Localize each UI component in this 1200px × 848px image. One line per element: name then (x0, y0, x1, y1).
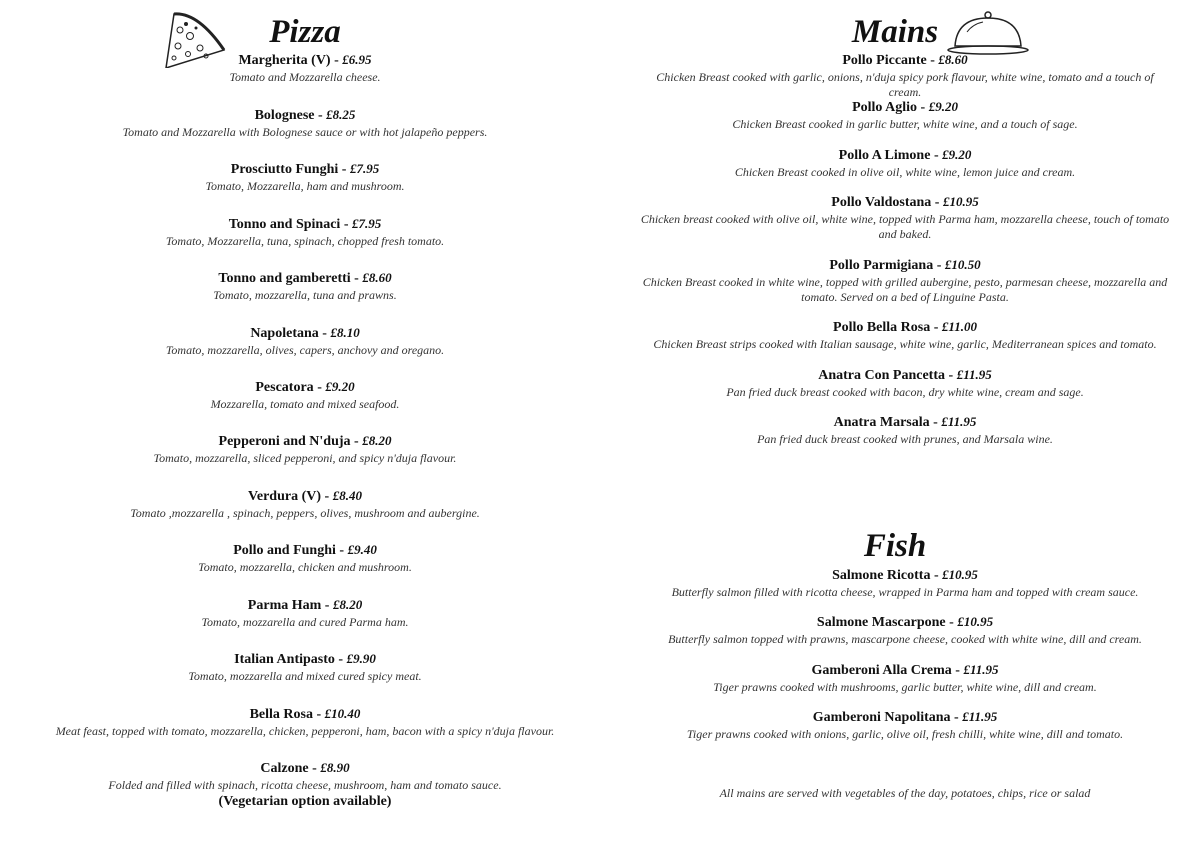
item-title (0, 542, 610, 559)
item-price: £10.95 (942, 194, 979, 209)
item-description: Tomato ,mozzarella , spinach, peppers, olives, mushroom and aubergine. (130, 506, 480, 520)
item-title (610, 367, 1200, 384)
menu-item (0, 379, 610, 412)
item-title (0, 706, 610, 723)
item-price: £8.25 (326, 107, 356, 122)
item-separator: - (917, 100, 929, 115)
item-title (0, 325, 610, 342)
item-description: Butterfly salmon topped with prawns, mascarpone cheese, cooked with white wine, dill and cream. (668, 632, 1142, 646)
pizza-heading: Pizza (269, 14, 341, 50)
menu-item (0, 433, 610, 466)
item-price: £10.95 (957, 614, 994, 629)
item-separator: - (945, 615, 958, 630)
item-separator: - (314, 108, 327, 123)
item-title (0, 379, 610, 396)
footnote: All mains are served with vegetables of the day, potatoes, chips, rice or salad (719, 786, 1091, 800)
item-description: Tomato, mozzarella, sliced pepperoni, and spicy n'duja flavour. (153, 451, 457, 465)
item-separator: - (312, 707, 325, 722)
item-name: Pollo Parmigiana (829, 258, 934, 273)
item-name: Italian Antipasto (234, 652, 335, 667)
item-price: £7.95 (351, 216, 382, 231)
menu-item (0, 542, 610, 575)
item-title (0, 52, 610, 69)
menu-item (610, 614, 1200, 647)
item-description: Chicken Breast cooked with garlic, onions, n'duja spicy pork flavour, white wine, tomato and a touch of cream. (656, 70, 1154, 99)
item-price: £8.90 (320, 760, 350, 775)
item-name: Calzone (260, 761, 309, 776)
item-description: Chicken Breast cooked in garlic butter, white wine, and a touch of sage. (732, 117, 1078, 131)
item-title (610, 52, 1200, 69)
item-title (0, 651, 610, 668)
item-separator: - (930, 568, 943, 583)
menu-item (610, 147, 1200, 180)
item-title (0, 270, 610, 287)
item-title (610, 614, 1200, 631)
menu-item (610, 367, 1200, 400)
item-title (0, 216, 610, 233)
item-separator: - (335, 543, 348, 558)
item-title (0, 161, 610, 178)
menu-item (610, 414, 1200, 447)
item-name: Bolognese (254, 108, 315, 123)
item-name: Pescatora (255, 380, 314, 395)
item-description: Chicken Breast cooked in white wine, topped with grilled aubergine, pesto, parmesan cheese, mozzarella and tomato. Served on a bed of Linguine Pasta. (642, 275, 1168, 304)
item-description: Tiger prawns cooked with mushrooms, garlic butter, white wine, dill and cream. (713, 680, 1097, 694)
item-price: £8.60 (362, 270, 392, 285)
item-description: Tomato, mozzarella, tuna and prawns. (213, 288, 397, 302)
menu-item (0, 651, 610, 684)
item-name: Pollo Aglio (852, 100, 918, 115)
item-name: Salmone Ricotta (832, 568, 931, 583)
item-title (0, 760, 610, 777)
item-separator: - (350, 434, 363, 449)
item-separator: - (951, 663, 964, 678)
item-title (0, 433, 610, 450)
item-description: Tiger prawns cooked with onions, garlic, olive oil, fresh chilli, white wine, dill and tomato. (686, 727, 1124, 741)
item-price: £11.95 (963, 662, 999, 677)
item-price: £9.20 (928, 99, 958, 114)
item-description: Tomato, mozzarella, olives, capers, anchovy and oregano. (165, 343, 445, 357)
item-note: (Vegetarian option available) (218, 794, 392, 809)
item-title (610, 257, 1200, 274)
menu-item (0, 216, 610, 249)
item-separator: - (350, 271, 363, 286)
item-name: Pollo A Limone (838, 148, 931, 163)
item-name: Margherita (V) (238, 53, 331, 68)
item-name: Tonno and Spinaci (228, 217, 341, 232)
item-name: Anatra Con Pancetta (818, 368, 946, 383)
item-separator: - (933, 258, 945, 273)
menu-item (0, 107, 610, 140)
item-separator: - (930, 148, 943, 163)
item-description: Mozzarella, tomato and mixed seafood. (210, 397, 400, 411)
menu-item (0, 325, 610, 358)
menu-item (0, 706, 610, 739)
item-price: £8.20 (362, 433, 392, 448)
item-description: Pan fried duck breast cooked with prunes, and Marsala wine. (757, 432, 1053, 446)
menu-item (0, 760, 610, 810)
menu-item (610, 52, 1200, 100)
item-separator: - (318, 326, 331, 341)
item-name: Gamberoni Napolitana (812, 710, 951, 725)
item-description: Folded and filled with spinach, ricotta cheese, mushroom, ham and tomato sauce. (108, 778, 502, 792)
item-name: Salmone Mascarpone (816, 615, 946, 630)
item-description: Tomato and Mozzarella cheese. (229, 70, 381, 84)
item-name: Anatra Marsala (833, 415, 930, 430)
fish-heading: Fish (863, 528, 927, 564)
item-name: Pepperoni and N'duja (218, 434, 351, 449)
item-separator: - (930, 320, 942, 335)
item-title (610, 194, 1200, 211)
item-description: Tomato, mozzarella and mixed cured spicy meat. (188, 669, 422, 683)
cloche-icon (945, 10, 1031, 56)
item-separator: - (313, 380, 326, 395)
menu-item (610, 194, 1200, 242)
item-price: £8.10 (330, 325, 360, 340)
item-price: £7.95 (349, 161, 380, 176)
item-separator: - (308, 761, 321, 776)
item-name: Pollo Valdostana (831, 195, 932, 210)
item-name: Parma Ham (247, 598, 322, 613)
menu-item (610, 319, 1200, 352)
item-separator: - (926, 53, 939, 68)
item-title (610, 414, 1200, 431)
item-description: Meat feast, topped with tomato, mozzarella, chicken, pepperoni, ham, bacon with a spicy n'duja flavour. (55, 724, 555, 738)
item-price: £10.40 (324, 706, 361, 721)
item-name: Prosciutto Funghi (230, 162, 339, 177)
item-description: Chicken Breast cooked in olive oil, white wine, lemon juice and cream. (734, 165, 1076, 179)
item-separator: - (945, 368, 957, 383)
item-name: Verdura (V) (248, 489, 322, 504)
item-description: Butterfly salmon filled with ricotta cheese, wrapped in Parma ham and topped with cream sauce. (671, 585, 1139, 599)
item-description: Tomato, mozzarella, chicken and mushroom. (198, 560, 412, 574)
item-title (610, 567, 1200, 584)
item-title (0, 597, 610, 614)
item-description: Tomato, mozzarella and cured Parma ham. (201, 615, 409, 629)
item-name: Gamberoni Alla Crema (811, 663, 952, 678)
menu-item (610, 567, 1200, 600)
menu-item (610, 99, 1200, 132)
item-title (610, 319, 1200, 336)
item-price: £11.95 (956, 367, 992, 382)
item-price: £8.40 (332, 488, 362, 503)
item-price: £11.00 (941, 319, 977, 334)
item-description: Tomato, Mozzarella, ham and mushroom. (205, 179, 405, 193)
item-price: £9.20 (325, 379, 355, 394)
item-name: Tonno and gamberetti (218, 271, 351, 286)
item-description: Chicken Breast strips cooked with Italian sausage, white wine, garlic, Mediterranean spices and tomato. (653, 337, 1157, 351)
menu-item (610, 257, 1200, 305)
item-description: Tomato, Mozzarella, tuna, spinach, chopped fresh tomato. (165, 234, 445, 248)
item-price: £11.95 (962, 709, 998, 724)
item-separator: - (931, 195, 943, 210)
item-separator: - (330, 53, 343, 68)
item-price: £9.40 (347, 542, 377, 557)
item-price: £8.60 (938, 52, 968, 67)
item-price: £6.95 (342, 52, 372, 67)
item-price: £8.20 (332, 597, 363, 612)
item-title (0, 107, 610, 124)
item-title (610, 709, 1200, 726)
item-description: Tomato and Mozzarella with Bolognese sauce or with hot jalapeño peppers. (122, 125, 488, 139)
menu-item (0, 270, 610, 303)
item-description: Chicken breast cooked with olive oil, white wine, topped with Parma ham, mozzarella cheese, touch of tomato and baked. (640, 212, 1170, 241)
menu-item (0, 488, 610, 521)
item-name: Pollo Piccante (842, 53, 927, 68)
item-price: £10.95 (942, 567, 978, 582)
item-separator: - (321, 598, 333, 613)
menu-item (610, 709, 1200, 742)
item-price: £10.50 (944, 257, 981, 272)
item-separator: - (334, 652, 347, 667)
item-separator: - (321, 489, 333, 504)
menu-item (0, 597, 610, 630)
item-name: Pollo and Funghi (233, 543, 336, 558)
item-name: Napoletana (250, 326, 319, 341)
item-name: Pollo Bella Rosa (833, 320, 931, 335)
item-title (0, 488, 610, 505)
item-separator: - (340, 217, 352, 232)
item-separator: - (929, 415, 942, 430)
item-title (610, 662, 1200, 679)
item-title (610, 147, 1200, 164)
menu-item (0, 161, 610, 194)
menu-item (610, 662, 1200, 695)
item-price: £9.20 (942, 147, 972, 162)
item-price: £11.95 (941, 414, 977, 429)
item-separator: - (950, 710, 963, 725)
item-title (610, 99, 1200, 116)
menu-item (0, 52, 610, 85)
item-name: Bella Rosa (249, 707, 313, 722)
mains-heading: Mains (851, 14, 939, 50)
item-separator: - (338, 162, 350, 177)
item-description: Pan fried duck breast cooked with bacon, dry white wine, cream and sage. (726, 385, 1084, 399)
item-price: £9.90 (346, 651, 376, 666)
